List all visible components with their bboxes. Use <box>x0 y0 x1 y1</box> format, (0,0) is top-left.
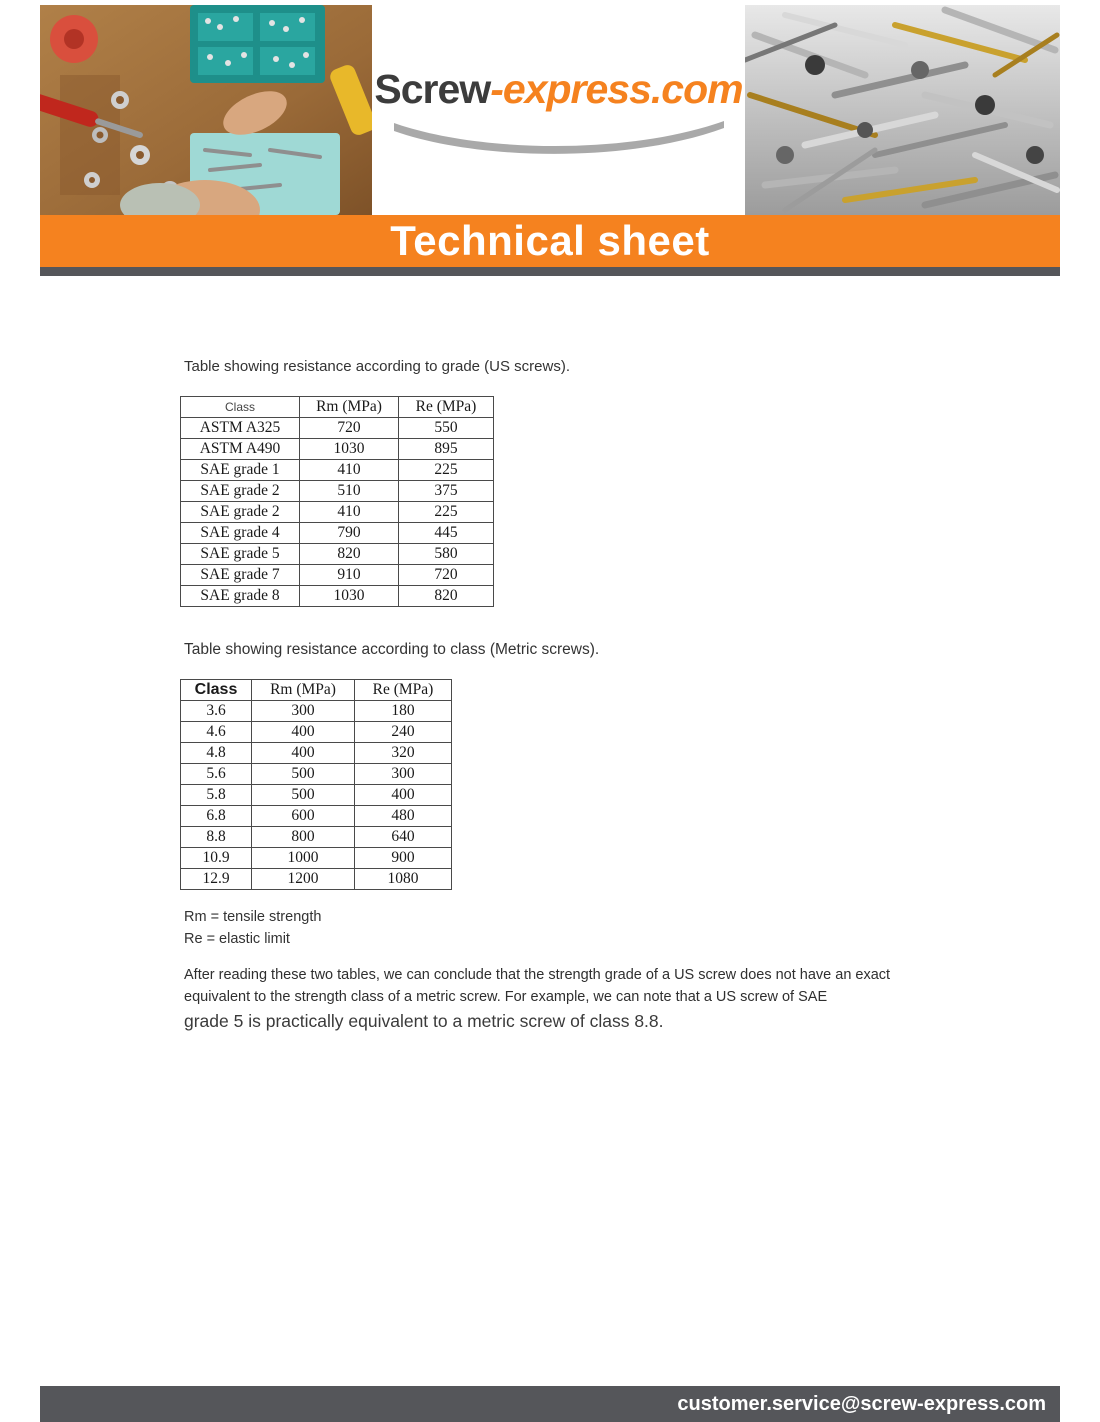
table-header-row <box>181 397 494 418</box>
table-cell: 400 <box>252 722 355 743</box>
column-header: Re (MPa) <box>355 680 452 701</box>
conclusion-paragraph <box>184 964 924 1034</box>
table-row <box>181 806 452 827</box>
table-cell: SAE grade 5 <box>181 544 300 565</box>
table-cell: ASTM A490 <box>181 439 300 460</box>
table-cell: SAE grade 8 <box>181 586 300 607</box>
table-row <box>181 743 452 764</box>
table-cell: SAE grade 1 <box>181 460 300 481</box>
workbench-photo-art <box>40 5 372 215</box>
table-cell: 500 <box>252 764 355 785</box>
logo-word-express: -express.com <box>490 65 743 112</box>
table-cell: 500 <box>252 785 355 806</box>
table-row <box>181 523 494 544</box>
table-row <box>181 701 452 722</box>
table-cell: SAE grade 7 <box>181 565 300 586</box>
table-cell: 5.8 <box>181 785 252 806</box>
table-cell: 790 <box>300 523 399 544</box>
column-header: Rm (MPa) <box>300 397 399 418</box>
table-cell: 375 <box>399 481 494 502</box>
note-re: Re = elastic limit <box>184 931 290 947</box>
table-cell: 1200 <box>252 869 355 890</box>
table-cell: 580 <box>399 544 494 565</box>
table-cell: 640 <box>355 827 452 848</box>
table-row <box>181 722 452 743</box>
table-cell: 1000 <box>252 848 355 869</box>
table-cell: SAE grade 4 <box>181 523 300 544</box>
table-cell: 400 <box>252 743 355 764</box>
table-cell: 240 <box>355 722 452 743</box>
table-row <box>181 439 494 460</box>
table-cell: 6.8 <box>181 806 252 827</box>
table-cell: 1030 <box>300 439 399 460</box>
legend-notes <box>184 906 321 950</box>
conclusion-text: After reading these two tables, we can conclude that the strength grade of a US screw does not have an exact equivalent to the strength class of a metric screw. For example, we can note that a US screw of SAE <box>184 967 891 1005</box>
table-row <box>181 565 494 586</box>
table-row <box>181 502 494 523</box>
table-cell: 10.9 <box>181 848 252 869</box>
banner-shadow-bar <box>40 267 1060 276</box>
table-row <box>181 785 452 806</box>
table-row <box>181 481 494 502</box>
conclusion-text-emphasis: grade 5 is practically equivalent to a metric screw of class 8.8. <box>184 1011 664 1031</box>
table-cell: 820 <box>399 586 494 607</box>
table-cell: 410 <box>300 502 399 523</box>
table-cell: SAE grade 2 <box>181 481 300 502</box>
table-cell: 445 <box>399 523 494 544</box>
table-cell: ASTM A325 <box>181 418 300 439</box>
column-header: Rm (MPa) <box>252 680 355 701</box>
table-row <box>181 827 452 848</box>
footer-bar <box>40 1386 1060 1422</box>
table-cell: 600 <box>252 806 355 827</box>
banner-title: Technical sheet <box>40 215 1060 267</box>
table-cell: 5.6 <box>181 764 252 785</box>
table-row <box>181 544 494 565</box>
intro-metric-screws: Table showing resistance according to class (Metric screws). <box>184 641 600 658</box>
logo-text <box>374 66 742 113</box>
table-cell: 510 <box>300 481 399 502</box>
table-cell: 480 <box>355 806 452 827</box>
metric-screws-table <box>180 679 452 890</box>
intro-us-screws: Table showing resistance according to grade (US screws). <box>184 358 571 375</box>
table-cell: 3.6 <box>181 701 252 722</box>
column-header: Re (MPa) <box>399 397 494 418</box>
table-cell: 895 <box>399 439 494 460</box>
table-cell: 225 <box>399 460 494 481</box>
table-cell: 4.8 <box>181 743 252 764</box>
logo <box>372 5 745 215</box>
table-cell: 910 <box>300 565 399 586</box>
footer-email: customer.service@screw-express.com <box>677 1392 1046 1415</box>
column-header: Class <box>181 397 300 418</box>
table-row <box>181 869 452 890</box>
table-cell: 550 <box>399 418 494 439</box>
table-cell: 820 <box>300 544 399 565</box>
table-cell: 300 <box>355 764 452 785</box>
logo-word-screw: Screw <box>374 65 491 112</box>
table-cell: 1080 <box>355 869 452 890</box>
table-cell: 900 <box>355 848 452 869</box>
table-cell: 225 <box>399 502 494 523</box>
table-cell: 180 <box>355 701 452 722</box>
table-cell: 800 <box>252 827 355 848</box>
table-cell: 8.8 <box>181 827 252 848</box>
table-cell: 12.9 <box>181 869 252 890</box>
note-rm: Rm = tensile strength <box>184 909 322 925</box>
table-cell: 720 <box>399 565 494 586</box>
table-row <box>181 586 494 607</box>
column-header: Class <box>181 680 252 701</box>
table-row <box>181 848 452 869</box>
screws-photo <box>745 5 1060 215</box>
table-cell: 320 <box>355 743 452 764</box>
logo-swoosh <box>389 115 729 155</box>
screws-photo-art <box>745 5 1060 215</box>
table-cell: 400 <box>355 785 452 806</box>
table-cell: SAE grade 2 <box>181 502 300 523</box>
table-row <box>181 764 452 785</box>
us-screws-table <box>180 396 494 607</box>
table-cell: 1030 <box>300 586 399 607</box>
table-header-row <box>181 680 452 701</box>
table-row <box>181 460 494 481</box>
table-cell: 300 <box>252 701 355 722</box>
table-cell: 4.6 <box>181 722 252 743</box>
table-cell: 410 <box>300 460 399 481</box>
table-row <box>181 418 494 439</box>
table-cell: 720 <box>300 418 399 439</box>
workbench-photo <box>40 5 372 215</box>
